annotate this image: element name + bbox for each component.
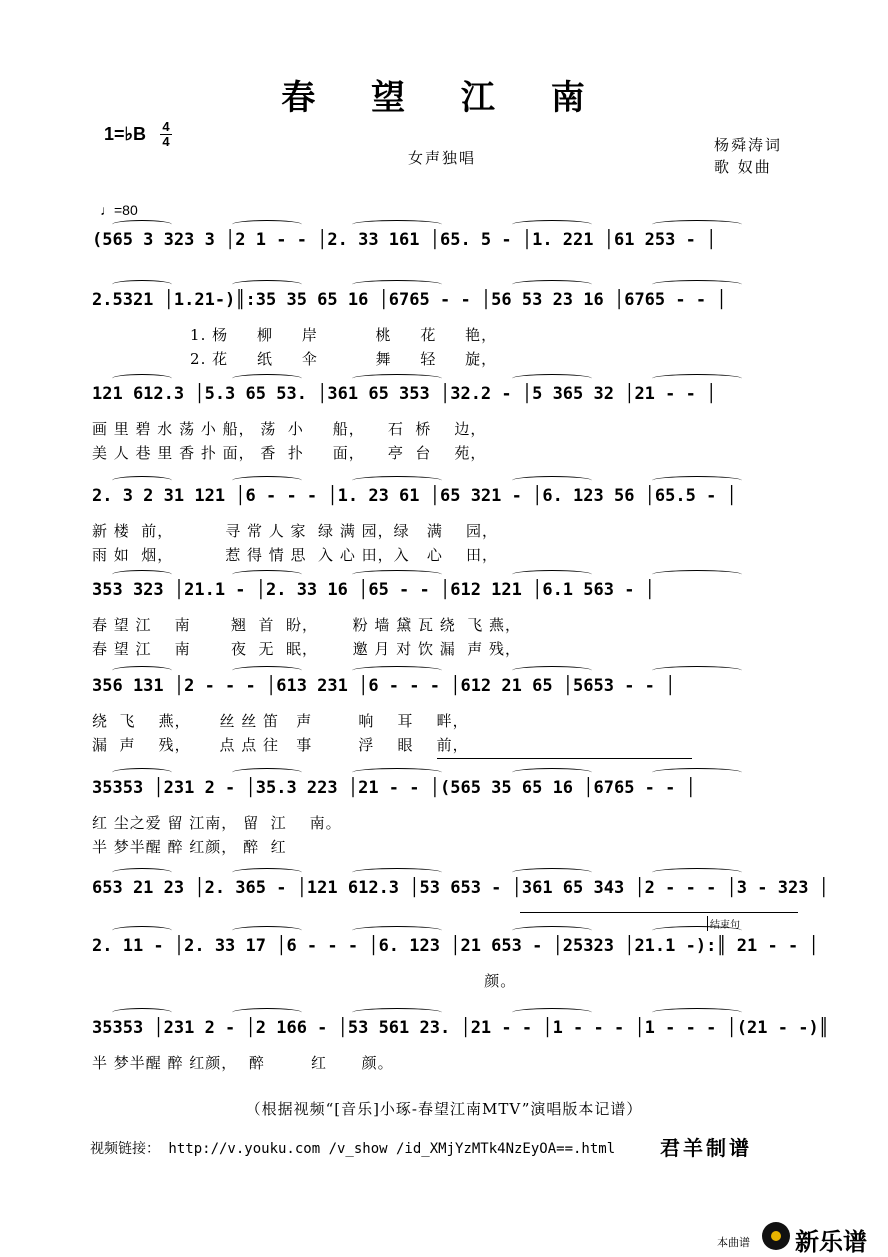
lyric-line: 春 望 江 南 夜 无 眠， 邀 月 对 饮 漏 声 残， bbox=[92, 640, 522, 658]
score-line bbox=[92, 676, 804, 754]
slur-mark bbox=[652, 476, 742, 485]
slur-mark bbox=[352, 374, 442, 383]
brand-logo-icon bbox=[762, 1222, 790, 1250]
song-title: 春 望 江 南 bbox=[281, 78, 607, 118]
slur-mark bbox=[652, 280, 742, 289]
slur-mark bbox=[512, 768, 592, 777]
notation-line: 35353 │231 2 - │2 166 - │53 561 23. │21 - - │1 - - - │1 - - - │(21 - -)║ bbox=[92, 1018, 829, 1038]
slur-mark bbox=[112, 768, 172, 777]
ending-bracket bbox=[520, 912, 798, 913]
lyric-line: 半 梦半醒 醉 红颜， 醉 红 bbox=[92, 838, 287, 856]
slur-mark bbox=[232, 220, 302, 229]
performance-type: 女声独唱 bbox=[408, 149, 477, 167]
slur-mark bbox=[512, 666, 592, 675]
tempo-marking: ♩=80 bbox=[100, 202, 138, 218]
lyric-line: 雨 如 烟， 惹 得 情 思 入 心 田，入 心 田， bbox=[92, 546, 498, 564]
slur-mark bbox=[112, 280, 172, 289]
notation-line: 2. 3 2 31 121 │6 - - - │1. 23 61 │65 321 - │6. 123 56 │65.5 - │ bbox=[92, 486, 737, 506]
volta-bracket bbox=[437, 758, 692, 759]
notation-line: 2. 11 - │2. 33 17 │6 - - - │6. 123 │21 653 - │25323 │21.1 -):║ 21 - - │ bbox=[92, 936, 819, 956]
notation-line: 356 131 │2 - - - │613 231 │6 - - - │612 21 65 │5653 - - │ bbox=[92, 676, 676, 696]
notation-line: 2.5321 │1.21-)║:35 35 65 16 │6765 - - │56 53 23 16 │6765 - - │ bbox=[92, 290, 727, 310]
slur-mark bbox=[352, 1008, 442, 1017]
slur-mark bbox=[512, 1008, 592, 1017]
score-line bbox=[92, 1018, 829, 1072]
score-line bbox=[92, 486, 804, 564]
composer-credit: 歌 奴曲 bbox=[714, 158, 772, 176]
slur-mark bbox=[232, 868, 302, 877]
lyric-line: 1. 杨 柳 岸 桃 花 艳， bbox=[92, 326, 498, 344]
slur-mark bbox=[352, 570, 442, 579]
slur-mark bbox=[652, 1008, 742, 1017]
score-line bbox=[92, 230, 804, 278]
video-link[interactable]: 视频链接： http://v.youku.com /v_show /id_XMjYzMTk4NzEyOA==.html bbox=[90, 1141, 616, 1157]
slur-mark bbox=[512, 374, 592, 383]
slur-mark bbox=[512, 220, 592, 229]
transcription-note: （根据视频“[音乐]小琢-春望江南MTV”演唱版本记谱） bbox=[245, 1100, 643, 1118]
slur-mark bbox=[352, 868, 442, 877]
lyric-line: 红 尘之爱 留 江南， 留 江 南。 bbox=[92, 814, 342, 832]
transcriber-stamp: 君羊制谱 bbox=[660, 1136, 752, 1160]
score-line bbox=[92, 778, 804, 856]
notation-line: 121 612.3 │5.3 65 53. │361 65 353 │32.2 - │5 365 32 │21 - - │ bbox=[92, 384, 717, 404]
notation-line: 653 21 23 │2. 365 - │121 612.3 │53 653 - │361 65 343 │2 - - - │3 - 323 │ bbox=[92, 878, 829, 898]
key-signature: 1=♭B bbox=[104, 124, 147, 144]
slur-mark bbox=[232, 280, 302, 289]
lyric-line: 新 楼 前， 寻 常 人 家 绿 满 园，绿 满 园， bbox=[92, 522, 498, 540]
time-signature bbox=[160, 120, 172, 149]
slur-mark bbox=[352, 280, 442, 289]
brand-name[interactable]: 新乐谱 bbox=[795, 1228, 867, 1256]
score-line bbox=[92, 290, 804, 368]
slur-mark bbox=[232, 570, 302, 579]
brand-caption: 本曲谱 bbox=[717, 1237, 750, 1249]
lyric-line: 画 里 碧 水 荡 小 船， 荡 小 船， 石 桥 边， bbox=[92, 420, 487, 438]
slur-mark bbox=[112, 1008, 172, 1017]
time-bottom: 4 bbox=[162, 134, 170, 149]
notation-line: 35353 │231 2 - │35.3 223 │21 - - │(565 35 65 16 │6765 - - │ bbox=[92, 778, 696, 798]
score-line bbox=[92, 384, 804, 462]
slur-mark bbox=[352, 476, 442, 485]
slur-mark bbox=[512, 926, 592, 935]
score-line bbox=[92, 580, 804, 658]
slur-mark bbox=[112, 926, 172, 935]
time-top: 4 bbox=[162, 119, 170, 134]
lyric-line: 美 人 巷 里 香 扑 面， 香 扑 面， 亭 台 苑， bbox=[92, 444, 487, 462]
slur-mark bbox=[652, 570, 742, 579]
lyric-line: 半 梦半醒 醉 红颜， 醉 红 颜。 bbox=[92, 1054, 394, 1072]
slur-mark bbox=[512, 570, 592, 579]
slur-mark bbox=[112, 374, 172, 383]
slur-mark bbox=[652, 220, 742, 229]
slur-mark bbox=[352, 220, 442, 229]
slur-mark bbox=[232, 768, 302, 777]
ending-label: 结束句 bbox=[707, 916, 740, 931]
slur-mark bbox=[112, 220, 172, 229]
slur-mark bbox=[112, 476, 172, 485]
slur-mark bbox=[232, 476, 302, 485]
slur-mark bbox=[652, 868, 742, 877]
slur-mark bbox=[652, 666, 742, 675]
lyric-line: 绕 飞 燕， 丝 丝 笛 声 响 耳 畔， bbox=[92, 712, 469, 730]
lyric-line: 2. 花 纸 伞 舞 轻 旋， bbox=[92, 350, 498, 368]
lyric-line: 漏 声 残， 点 点 往 事 浮 眼 前， bbox=[92, 736, 469, 754]
slur-mark bbox=[512, 280, 592, 289]
score-line bbox=[92, 936, 819, 990]
slur-mark bbox=[112, 666, 172, 675]
slur-mark bbox=[352, 926, 442, 935]
slur-mark bbox=[112, 868, 172, 877]
slur-mark bbox=[232, 666, 302, 675]
notation-line: 353 323 │21.1 - │2. 33 16 │65 - - │612 121 │6.1 563 - │ bbox=[92, 580, 655, 600]
score-line bbox=[92, 878, 829, 926]
slur-mark bbox=[512, 868, 592, 877]
lyricist-credit: 杨舜涛词 bbox=[714, 136, 783, 154]
slur-mark bbox=[352, 666, 442, 675]
slur-mark bbox=[112, 570, 172, 579]
slur-mark bbox=[652, 374, 742, 383]
slur-mark bbox=[512, 476, 592, 485]
slur-mark bbox=[232, 374, 302, 383]
notation-line: (565 3 323 3 │2 1 - - │2. 33 161 │65. 5 - │1. 221 │61 253 - │ bbox=[92, 230, 717, 250]
lyric-line: 颜。 bbox=[92, 972, 517, 990]
slur-mark bbox=[352, 768, 442, 777]
slur-mark bbox=[232, 1008, 302, 1017]
slur-mark bbox=[232, 926, 302, 935]
lyric-line: 春 望 江 南 翘 首 盼， 粉 墙 黛 瓦 绕 飞 燕， bbox=[92, 616, 522, 634]
slur-mark bbox=[652, 768, 742, 777]
